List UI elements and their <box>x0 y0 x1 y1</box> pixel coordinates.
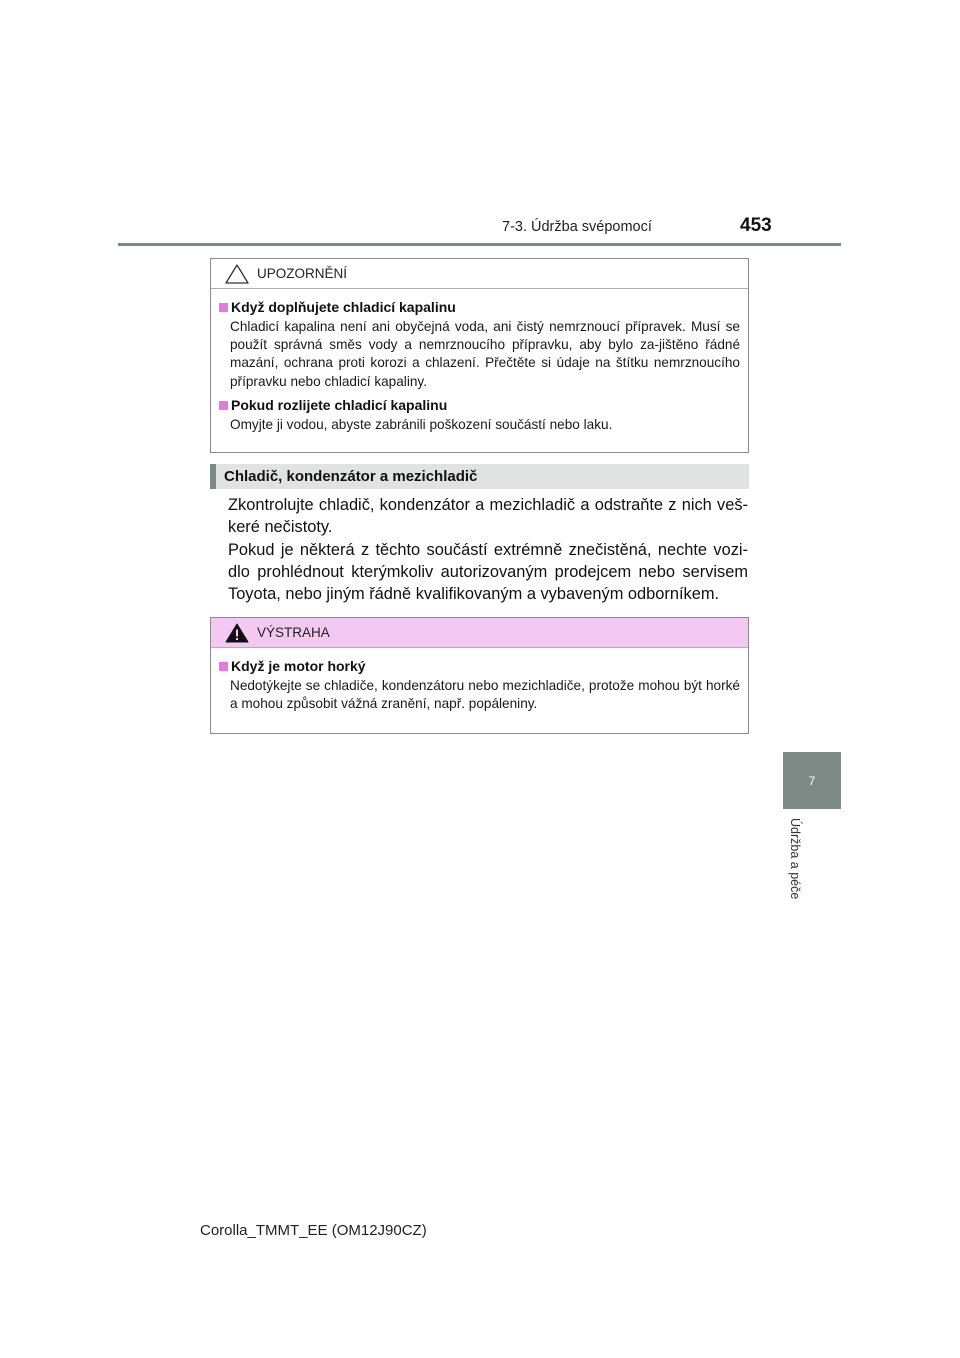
caution-header <box>211 259 748 289</box>
header-section-title: 7-3. Údržba svépomocí <box>502 219 652 235</box>
warning-triangle-outline-icon <box>225 264 249 284</box>
bullet-square-icon <box>219 401 228 410</box>
caution-item <box>219 299 740 391</box>
bullet-square-icon <box>219 303 228 312</box>
warning-item-title: Když je motor horký <box>231 658 366 674</box>
warning-item-text: Nedotýkejte se chladiče, kondenzátoru nebo mezichladiče, protože mohou být horké a mohou způsobit vážná zranění, např. popáleniny. <box>230 678 740 712</box>
section-heading: Chladič, kondenzátor a mezichladič <box>210 464 749 489</box>
warning-triangle-filled-icon <box>225 623 249 643</box>
caution-item-text: Chladicí kapalina není ani obyčejná voda, ani čistý nemrznoucí přípravek. Musí se použít správná směs vody a nemrznoucího přípravku, aby bylo za-jištěno řádné mazání, ochrana proti korozi a chlazení. Přečtěte si údaje na štítku nemrznoucího přípravku nebo chladicí kapaliny. <box>230 319 740 389</box>
body-paragraph: Zkontrolujte chladič, kondenzátor a mezichladič a odstraňte z nich veš-keré nečistoty. <box>228 496 748 536</box>
header-divider <box>118 243 841 246</box>
bullet-square-icon <box>219 662 228 671</box>
chapter-number: 7 <box>808 773 816 788</box>
footer-model-code: Corolla_TMMT_EE (OM12J90CZ) <box>200 1222 427 1239</box>
warning-header <box>211 618 748 648</box>
chapter-tab <box>783 752 841 809</box>
caution-item-title: Když doplňujete chladicí kapalinu <box>231 299 456 315</box>
caution-item-title: Pokud rozlijete chladicí kapalinu <box>231 396 448 413</box>
chapter-label: Údržba a péče <box>788 818 802 900</box>
warning-label: VÝSTRAHA <box>257 625 330 640</box>
caution-item-text: Omyjte ji vodou, abyste zabránili poškození součástí nebo laku. <box>230 416 613 432</box>
warning-box <box>210 617 749 734</box>
warning-item <box>219 658 740 713</box>
caution-item <box>219 397 740 434</box>
caution-label: UPOZORNĚNÍ <box>257 266 348 281</box>
caution-box <box>210 258 749 453</box>
body-paragraph: Pokud je některá z těchto součástí extrémně znečistěná, nechte vozi-dlo prohlédnout kterýmkoliv autorizovaným prodejcem nebo servisem Toyota, nebo jiným řádně kvalifikovaným a vybaveným odborníkem. <box>228 541 748 603</box>
page-number: 453 <box>740 215 772 236</box>
